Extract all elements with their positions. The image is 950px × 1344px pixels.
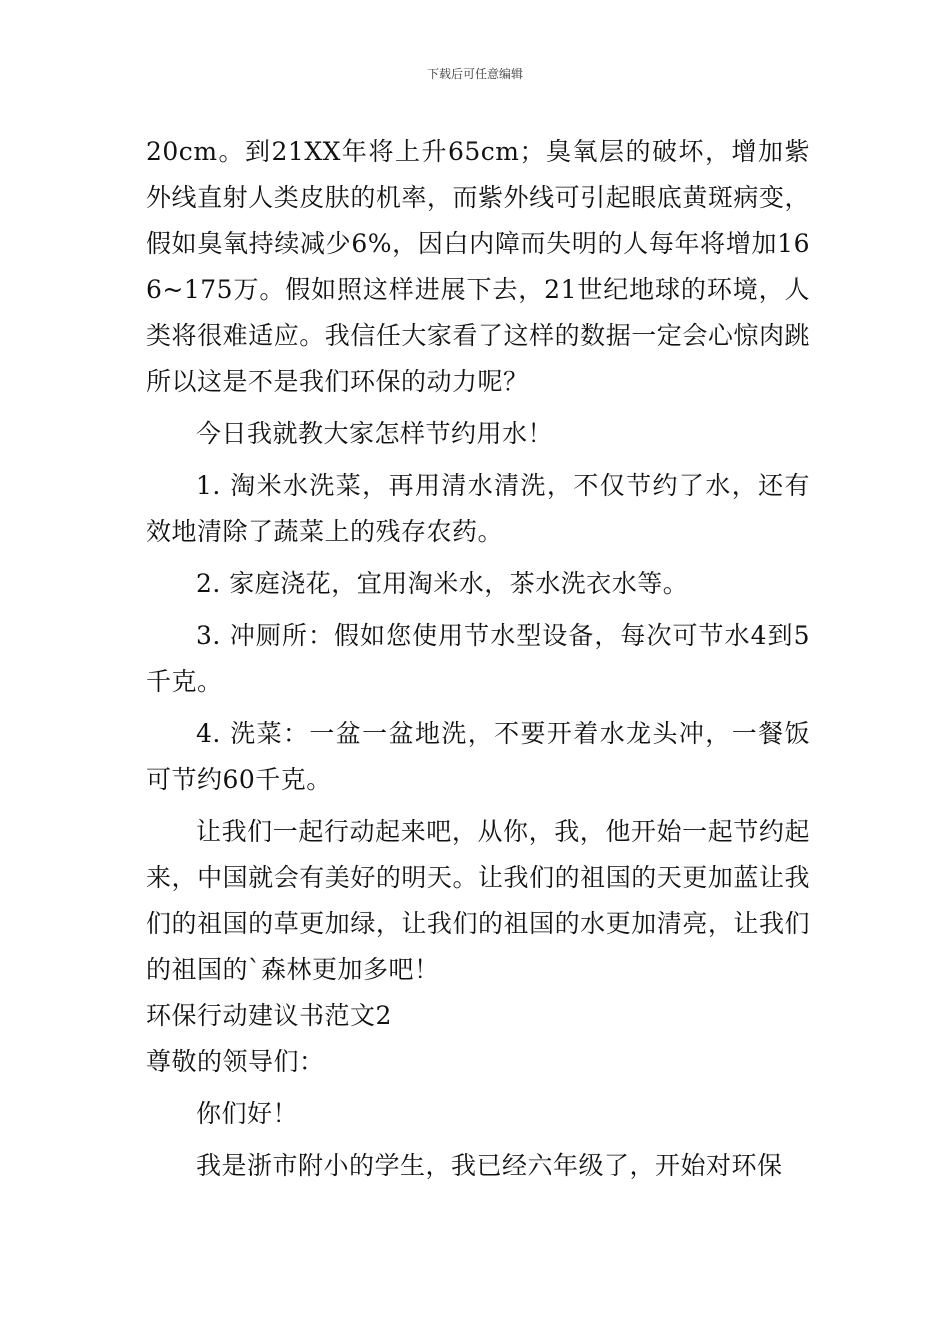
paragraph-opening: 我是浙市附小的学生，我已经六年级了，开始对环保	[196, 1151, 783, 1180]
section-title: 环保行动建议书范文2	[146, 1001, 392, 1030]
list-item-2: 2. 家庭浇花，宜用淘米水，茶水洗衣水等。	[196, 569, 689, 598]
page-header: 下载后可任意编辑	[426, 67, 523, 81]
paragraph-water-intro: 今日我就教大家怎样节约用水！	[196, 419, 554, 448]
list-item-3: 3. 冲厕所：假如您使用节水型设备，每次可节水4到5千克。	[146, 621, 810, 696]
list-item-1: 1. 淘米水洗菜，再用清水清洗，不仅节约了水，还有效地清除了蔬菜上的残存农药。	[146, 471, 810, 546]
document-body	[146, 129, 810, 1189]
paragraph-ozone-data: 20cm。到21XX年将上升65cm；臭氧层的破坏，增加紫外线直射人类皮肤的机率，而紫外线可引起眼底黄斑病变，假如臭氧持续减少6%，因白内障而失明的人每年将增加166~175万。假如照这样进展下去，21世纪地球的环境，人类将很难适应。我信任大家看了这样的数据一定会心惊肉跳所以这是不是我们环保的动力呢？	[146, 137, 810, 396]
paragraph-call-to-action: 让我们一起行动起来吧，从你，我，他开始一起节约起来，中国就会有美好的明天。让我们的祖国的天更加蓝让我们的祖国的草更加绿，让我们的祖国的水更加清亮，让我们的祖国的`森林更加多吧！	[146, 817, 810, 984]
list-item-4: 4. 洗菜：一盆一盆地洗，不要开着水龙头冲，一餐饭可节约60千克。	[146, 719, 810, 794]
salutation: 尊敬的领导们：	[146, 1047, 325, 1076]
greeting: 你们好！	[196, 1099, 299, 1128]
